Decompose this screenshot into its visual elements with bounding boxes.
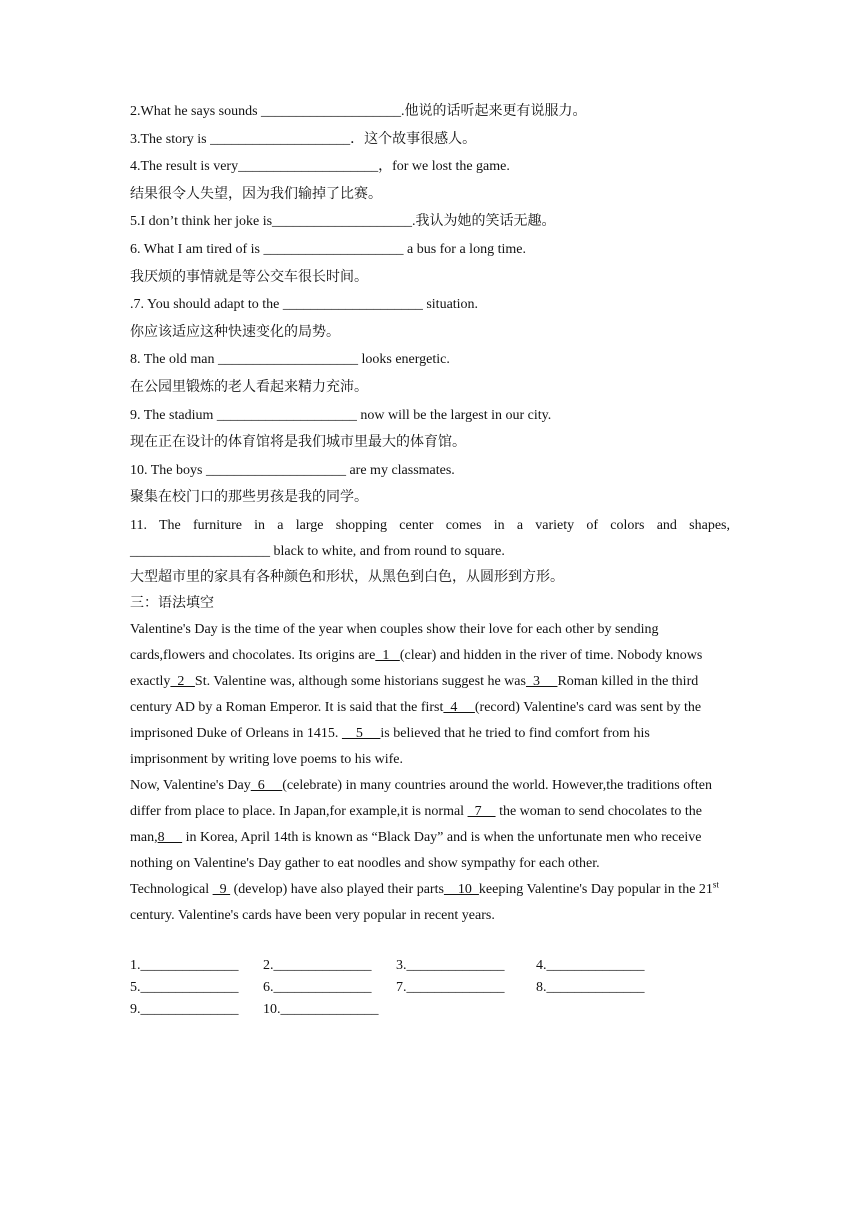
line-7-translation: 你应该适应这种快速变化的局势。 bbox=[130, 324, 340, 340]
blank-6: 6 bbox=[250, 777, 283, 793]
answer-blank-2[interactable]: 2.______________ bbox=[263, 957, 372, 973]
line-9-translation: 现在正在设计的体育馆将是我们城市里最大的体育馆。 bbox=[130, 435, 466, 451]
blank-5: 5 bbox=[341, 725, 381, 741]
line-9: 9. The stadium ____________________ now will be the largest in our city. bbox=[130, 407, 552, 423]
item-11-line-2: ____________________ black to white, and from round to square. bbox=[130, 543, 505, 559]
answer-blank-10[interactable]: 10.______________ bbox=[263, 1001, 379, 1017]
line-2: 2.What he says sounds ____________________.他说的话听起来更有说服力。 bbox=[130, 104, 587, 119]
blank-2: 2 bbox=[170, 673, 195, 689]
answer-blank-6[interactable]: 6.______________ bbox=[263, 979, 372, 995]
line-5: 5.I don’t think her joke is____________________.我认为她的笑话无趣。 bbox=[130, 214, 556, 230]
passage-paragraph-2: Now, Valentine's Day 6 (celebrate) in many countries around the world. However,the traditions often differ from place to place. In Japan,for example,it is normal 7 the woman to send chocolates to the man,8 in Korea, April 14th is known as “Black Day” and is when the unfortunate men who receive nothing on Valentine's Day gather to eat noodles and show sympathy for each other. bbox=[130, 777, 713, 871]
answer-row bbox=[130, 955, 730, 977]
blank-8: 8 bbox=[157, 829, 183, 845]
blank-1: 1 bbox=[375, 647, 400, 663]
worksheet-page bbox=[130, 103, 730, 1021]
answer-row bbox=[130, 999, 730, 1021]
answer-blank-7[interactable]: 7.______________ bbox=[396, 979, 505, 995]
answer-blank-9[interactable]: 9.______________ bbox=[130, 1001, 239, 1017]
blank-3: 3 bbox=[525, 673, 558, 689]
passage-paragraph-1: Valentine's Day is the time of the year when couples show their love for each other by sending cards,flowers and chocolates. Its origins are 1 (clear) and hidden in the river of time. Nobody knows exactly 2 St. Valentine was, although some historians suggest he was 3 Roman killed in the third century AD by a Roman Emperor. It is said that the first 4 (record) Valentine's card was sent by the imprisoned Duke of Orleans in 1415. 5 is believed that he tried to find comfort from his imprisonment by writing love poems to his wife. bbox=[130, 621, 703, 767]
line-10: 10. The boys ____________________ are my classmates. bbox=[130, 462, 455, 478]
item-11-translation: 大型超市里的家具有各种颜色和形状，从黑色到白色，从圆形到方形。 bbox=[130, 569, 564, 585]
item-11 bbox=[130, 513, 730, 591]
answer-row bbox=[130, 977, 730, 999]
line-8: 8. The old man ____________________ looks energetic. bbox=[130, 352, 450, 368]
line-4-translation: 结果很令人失望，因为我们输掉了比赛。 bbox=[130, 186, 382, 202]
line-3: 3.The story is ____________________．这个故事很感人。 bbox=[130, 131, 477, 147]
answer-grid bbox=[130, 955, 730, 1021]
answer-blank-8[interactable]: 8.______________ bbox=[536, 979, 645, 995]
line-7: .7. You should adapt to the ____________________ situation. bbox=[130, 297, 479, 313]
item-11-line-1: 11. The furniture in a large shopping center comes in a variety of colors and shapes, bbox=[130, 517, 730, 533]
answer-blank-1[interactable]: 1.______________ bbox=[130, 957, 239, 973]
superscript-st: st bbox=[712, 879, 719, 890]
answer-blank-3[interactable]: 3.______________ bbox=[396, 957, 505, 973]
line-8-translation: 在公园里锻炼的老人看起来精力充沛。 bbox=[130, 379, 368, 395]
line-6: 6. What I am tired of is ____________________ a bus for a long time. bbox=[130, 241, 526, 257]
answer-blank-5[interactable]: 5.______________ bbox=[130, 979, 239, 995]
blank-9: 9 bbox=[212, 881, 231, 897]
line-4: 4.The result is very____________________，for we lost the game. bbox=[130, 159, 510, 175]
blank-10: 10 bbox=[443, 881, 479, 897]
line-6-translation: 我厌烦的事情就是等公交车很长时间。 bbox=[130, 269, 368, 285]
answer-blank-4[interactable]: 4.______________ bbox=[536, 957, 645, 973]
section-title: 三：语法填空 bbox=[130, 595, 214, 611]
blank-4: 4 bbox=[443, 699, 475, 715]
passage-paragraph-3: Technological 9 (develop) have also played their parts 10 keeping Valentine's Day popular in the 21st century. Valentine's cards have been very popular in recent years. bbox=[130, 879, 719, 923]
blank-7: 7 bbox=[467, 803, 496, 819]
line-10-translation: 聚集在校门口的那些男孩是我的同学。 bbox=[130, 490, 368, 506]
